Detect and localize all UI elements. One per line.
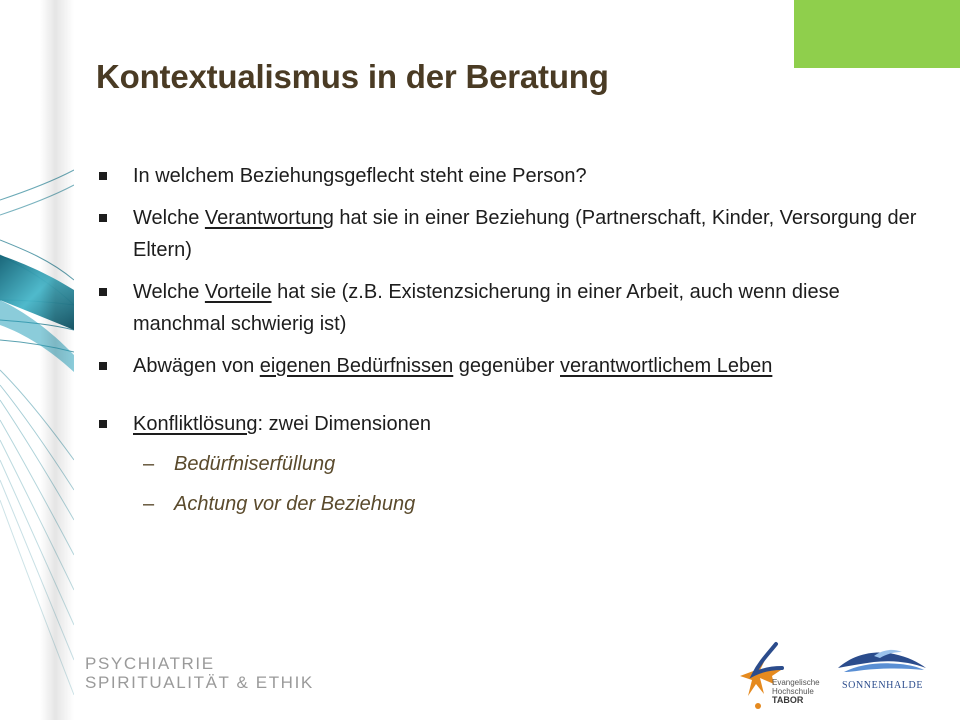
bullet-text-pre: Welche [133,207,205,229]
bullet-underlined-term: Vorteile [204,281,272,303]
bullet-underlined-term: eigenen Bedürfnissen [259,355,454,377]
bullet-item [96,276,936,340]
bullet-text-post: hat sie in einer Beziehung (Partnerschaft, Kinder, Versorgung der Eltern) [133,207,917,261]
sonnenhalde-wave-icon [834,646,930,680]
bullet-text-mid: gegenüber [453,355,561,377]
bullet-underlined-term: Verantwortung [204,207,334,229]
bullet-text-post: hat sie (z.B. Existenzsicherung in einer Arbeit, auch wenn diese manchmal schwierig ist) [133,281,840,335]
tabor-logo-text [772,678,820,705]
sonnenhalde-logo [834,646,930,696]
bullet-text-pre: Welche [133,281,205,303]
square-bullet-icon [99,288,107,296]
bullet-item [96,350,936,382]
square-bullet-icon [99,172,107,180]
slide-title: Kontextualismus in der Beratung [96,58,609,95]
footer-line: SPIRITUALITÄT & ETHIK [85,673,314,692]
footer-brand-text [85,654,314,692]
bullet-text-pre: Abwägen von [133,355,260,377]
square-bullet-icon [99,362,107,370]
decorative-wave-band [0,0,74,720]
sub-bullet-text: Bedürfniserfüllung [174,453,336,475]
dash-marker: – [143,493,155,515]
bullet-text: In welchem Beziehungsgeflecht steht eine Person? [133,165,587,187]
square-bullet-icon [99,420,107,428]
band-shadow [40,0,74,720]
dash-marker: – [143,453,155,475]
bullet-underlined-term: Konfliktlösung [133,413,258,435]
sonnenhalde-logo-text: SONNENHALDE [842,680,924,691]
tabor-line: Evangelische [772,678,820,687]
bullet-list [96,160,936,530]
footer-line: PSYCHIATRIE [85,654,215,673]
sub-bullet-text: Achtung vor der Beziehung [174,493,416,515]
bullet-item [96,160,936,192]
bullet-underlined-term: verantwortlichem Leben [560,355,773,377]
square-bullet-icon [99,214,107,222]
tabor-line: TABOR [772,695,804,705]
tabor-logo [738,640,838,714]
accent-corner-block [794,0,960,68]
sub-bullet-item [133,488,936,520]
bullet-item [96,408,936,520]
bullet-item [96,202,936,266]
sub-bullet-item [133,448,936,480]
sub-bullet-list [133,448,936,520]
bullet-text-post: : zwei Dimensionen [257,413,431,435]
tabor-line: Hochschule [772,687,814,696]
